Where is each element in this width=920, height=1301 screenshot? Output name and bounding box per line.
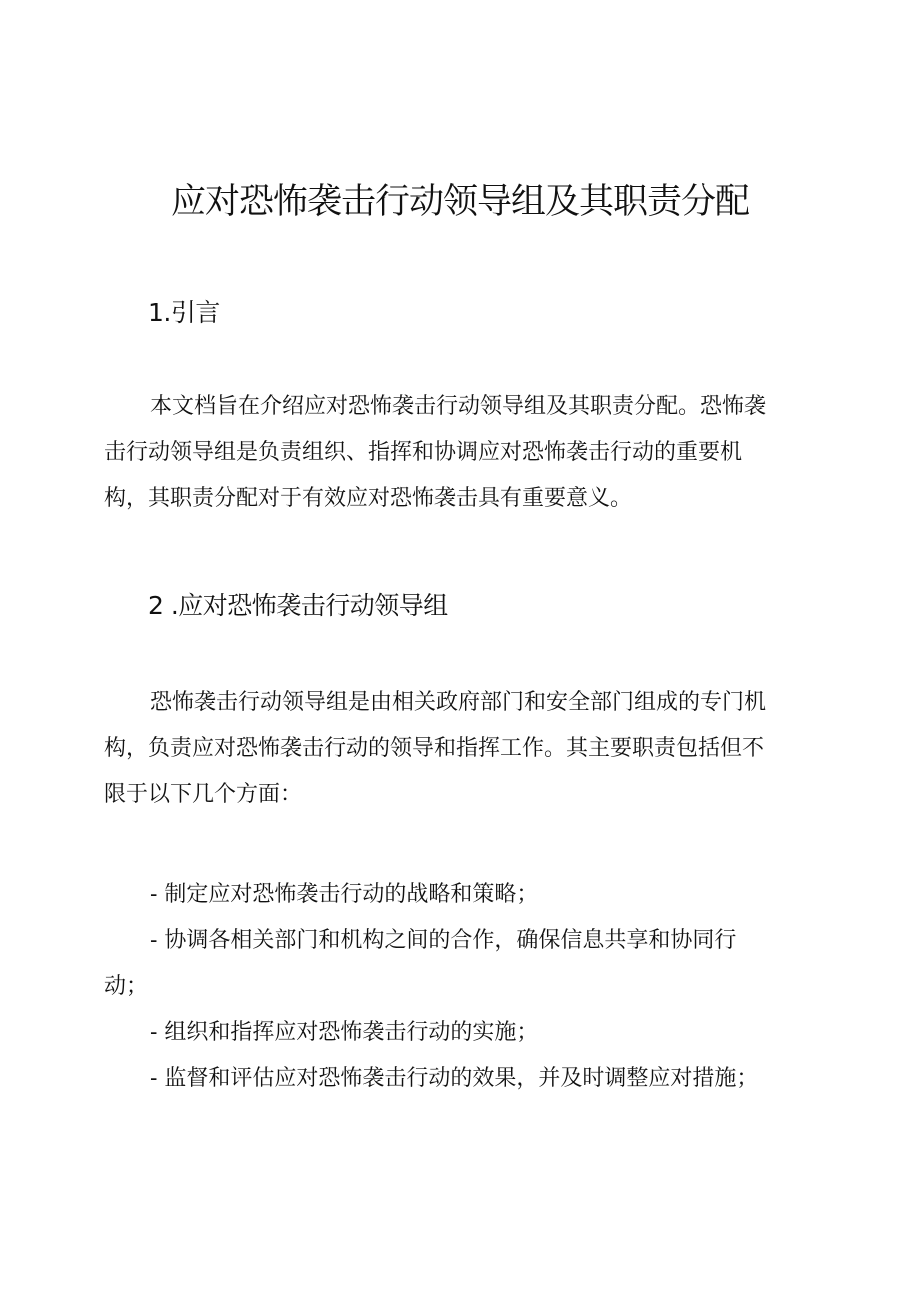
list-item-line: 动； xyxy=(104,974,149,999)
responsibilities-list xyxy=(104,872,804,1102)
paragraph-line: 限于以下几个方面： xyxy=(104,782,303,807)
paragraph-line: 构，负责应对恐怖袭击行动的领导和指挥工作。其主要职责包括但不 xyxy=(104,736,765,761)
leadership-group-paragraph xyxy=(104,680,804,818)
list-item xyxy=(104,1056,804,1102)
list-item-line: - 组织和指挥应对恐怖袭击行动的实施； xyxy=(150,1020,539,1045)
paragraph-line: 构，其职责分配对于有效应对恐怖袭击具有重要意义。 xyxy=(104,486,633,511)
paragraph-line: 恐怖袭击行动领导组是由相关政府部门和安全部门组成的专门机 xyxy=(150,690,767,715)
section-heading-introduction: 1.引言 xyxy=(148,298,220,327)
list-item-line: - 协调各相关部门和机构之间的合作，确保信息共享和协同行 xyxy=(150,928,737,953)
list-item xyxy=(104,1010,804,1056)
introduction-paragraph xyxy=(104,384,804,522)
list-item-line: - 制定应对恐怖袭击行动的战略和策略； xyxy=(150,882,539,907)
list-item-line: - 监督和评估应对恐怖袭击行动的效果，并及时调整应对措施； xyxy=(150,1066,759,1091)
paragraph-line: 本文档旨在介绍应对恐怖袭击行动领导组及其职责分配。恐怖袭 xyxy=(150,394,767,419)
list-item xyxy=(104,872,804,918)
list-item xyxy=(104,918,804,1010)
paragraph-line: 击行动领导组是负责组织、指挥和协调应对恐怖袭击行动的重要机 xyxy=(104,440,743,465)
section-heading-leadership-group: 2 .应对恐怖袭击行动领导组 xyxy=(148,591,448,620)
document-title: 应对恐怖袭击行动领导组及其职责分配 xyxy=(170,182,749,222)
